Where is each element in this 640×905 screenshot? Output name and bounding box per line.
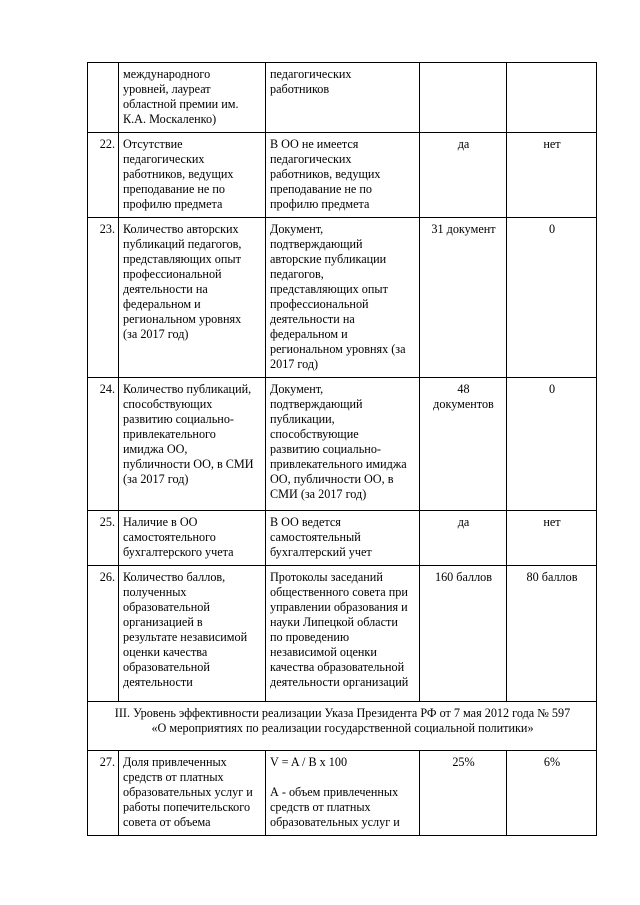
row-number: 27. (88, 751, 119, 836)
method-cell: педагогических работников (266, 63, 420, 133)
table-row (88, 566, 597, 702)
target-cell: нет (507, 133, 597, 218)
indicators-table (87, 62, 597, 836)
value-cell: да (420, 511, 507, 566)
row-number: 23. (88, 218, 119, 378)
target-cell: 80 баллов (507, 566, 597, 702)
method-cell: В ОО не имеется педагогических работников, ведущих преподавание не по профилю предмета (266, 133, 420, 218)
value-cell: 48 документов (420, 378, 507, 511)
table-row (88, 133, 597, 218)
value-cell: 160 баллов (420, 566, 507, 702)
section-heading: III. Уровень эффективности реализации Указа Президента РФ от 7 мая 2012 года № 597 «О мероприятиях по реализации государственной социальной политики» (88, 702, 597, 751)
table-row (88, 511, 597, 566)
value-cell (420, 63, 507, 133)
row-number (88, 63, 119, 133)
row-number: 26. (88, 566, 119, 702)
value-cell: да (420, 133, 507, 218)
section-row (88, 702, 597, 751)
method-cell: В ОО ведется самостоятельный бухгалтерский учет (266, 511, 420, 566)
indicator-cell: Доля привлеченных средств от платных образовательных услуг и работы попечительского совета от объема (119, 751, 266, 836)
row-number: 25. (88, 511, 119, 566)
method-cell: Протоколы заседаний общественного совета при управлении образования и науки Липецкой области по проведению независимой оценки качества образовательной деятельности организаций (266, 566, 420, 702)
target-cell: 0 (507, 218, 597, 378)
method-cell: V = A / B x 100 А - объем привлеченных средств от платных образовательных услуг и (266, 751, 420, 836)
row-number: 22. (88, 133, 119, 218)
method-cell: Документ, подтверждающий публикации, способствующие развитию социально- привлекательного имиджа ОО, публичности ОО, в СМИ (за 2017 год) (266, 378, 420, 511)
indicator-cell: международного уровней, лауреат областной премии им. К.А. Москаленко) (119, 63, 266, 133)
target-cell: 0 (507, 378, 597, 511)
value-cell: 25% (420, 751, 507, 836)
value-cell: 31 документ (420, 218, 507, 378)
target-cell (507, 63, 597, 133)
indicator-cell: Количество авторских публикаций педагогов, представляющих опыт профессиональной деятельности на федеральном и региональном уровнях (за 2017 год) (119, 218, 266, 378)
indicator-cell: Отсутствие педагогических работников, ведущих преподавание не по профилю предмета (119, 133, 266, 218)
row-number: 24. (88, 378, 119, 511)
indicator-cell: Количество публикаций, способствующих развитию социально- привлекательного имиджа ОО, публичности ОО, в СМИ (за 2017 год) (119, 378, 266, 511)
indicator-cell: Наличие в ОО самостоятельного бухгалтерского учета (119, 511, 266, 566)
table-row (88, 751, 597, 836)
method-cell: Документ, подтверждающий авторские публикации педагогов, представляющих опыт профессиональной деятельности на федеральном и региональном уровнях (за 2017 год) (266, 218, 420, 378)
table-row (88, 378, 597, 511)
target-cell: нет (507, 511, 597, 566)
table-row (88, 218, 597, 378)
table-row (88, 63, 597, 133)
indicator-cell: Количество баллов, полученных образовательной организацией в результате независимой оценки качества образовательной деятельности (119, 566, 266, 702)
target-cell: 6% (507, 751, 597, 836)
